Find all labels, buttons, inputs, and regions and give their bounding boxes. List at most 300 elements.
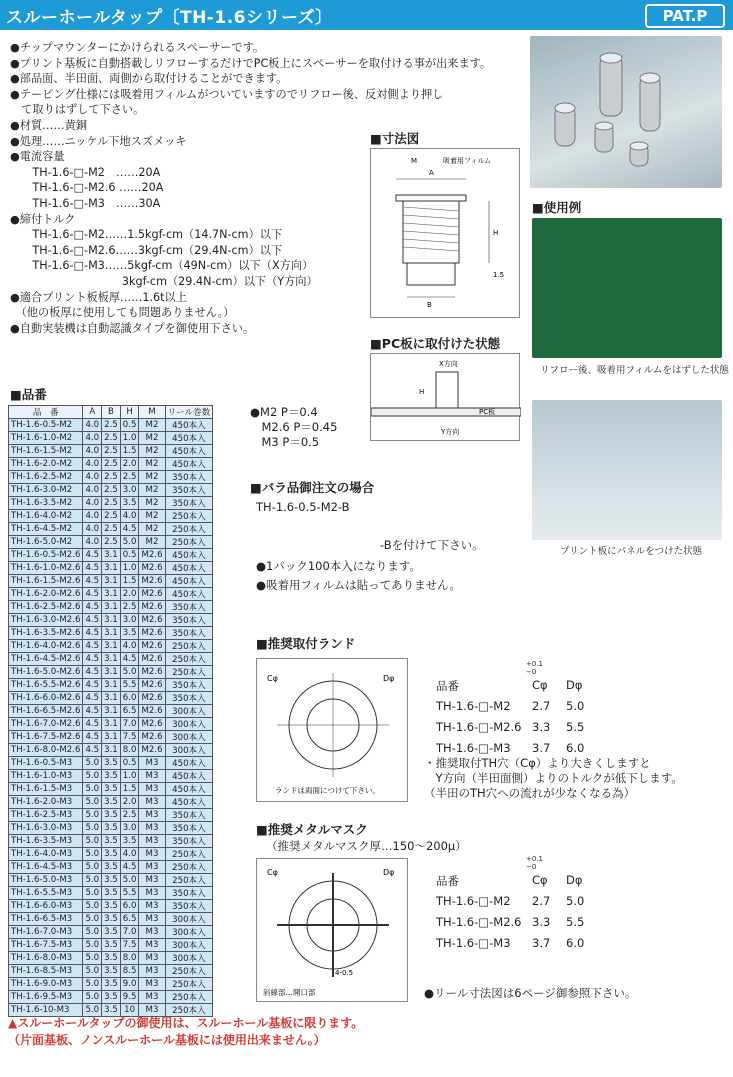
table-cell: 3.5 xyxy=(102,913,121,926)
feature-line: （他の板厚に使用しても問題ありません。） xyxy=(10,306,235,320)
table-cell: 450本入 xyxy=(165,458,213,471)
table-cell: 2.0 xyxy=(120,796,139,809)
table-cell: 2.5 xyxy=(102,510,121,523)
table-cell: 1.5 xyxy=(120,575,139,588)
table-cell: 3.1 xyxy=(102,744,121,757)
feature-line: TH-1.6-□-M3……5kgf-cm（49N-cm）以下（X方向） xyxy=(10,259,314,273)
land-remark-2: Y方向（半田面側）よりのトルクが低下します。 xyxy=(424,771,683,785)
table-cell: TH-1.6-0.5-M2.6 xyxy=(9,549,83,562)
mask-c-label: Cφ xyxy=(267,868,278,877)
table-cell: TH-1.6-4.5-M3 xyxy=(9,861,83,874)
land-row xyxy=(436,699,666,720)
feature-line: ●処理……ニッケル下地スズメッキ xyxy=(10,134,187,148)
table-cell: 300本入 xyxy=(165,718,213,731)
table-row xyxy=(9,692,213,705)
mask-thickness: （推奨メタルマスク厚…150～200μ） xyxy=(266,839,467,853)
table-cell: 5.0 xyxy=(83,952,102,965)
table-cell: TH-1.6-6.5-M3 xyxy=(9,913,83,926)
table-cell: 5.0 xyxy=(83,757,102,770)
pc-x-label: X方向 xyxy=(439,360,458,368)
table-cell: TH-1.6-1.0-M2 xyxy=(9,432,83,445)
land-c-label: Cφ xyxy=(267,674,278,683)
feature-line: ●材質……黄銅 xyxy=(10,118,87,132)
bulk-notes xyxy=(256,557,461,595)
table-cell: M2.6 xyxy=(139,575,165,588)
table-row xyxy=(9,497,213,510)
table-cell: 3.5 xyxy=(102,822,121,835)
dim-m-label: M xyxy=(411,157,418,165)
table-cell: 350本入 xyxy=(165,900,213,913)
table-cell: TH-1.6-2.5-M2.6 xyxy=(9,601,83,614)
table-row xyxy=(9,458,213,471)
table-cell: 350本入 xyxy=(165,471,213,484)
table-cell: 3.5 xyxy=(102,965,121,978)
table-cell: TH-1.6-8.0-M2.6 xyxy=(9,744,83,757)
bulk-note-2: ●吸着用フィルムは貼ってありません。 xyxy=(256,578,461,592)
table-row xyxy=(9,887,213,900)
table-cell: 5.0 xyxy=(83,965,102,978)
table-cell: 6.0 xyxy=(120,900,139,913)
table-cell: 8.0 xyxy=(120,744,139,757)
table-cell: M2 xyxy=(139,484,165,497)
table-cell: 2.5 xyxy=(102,471,121,484)
table-cell: 450本入 xyxy=(165,588,213,601)
mask-row xyxy=(436,894,666,915)
pc-board-label: PC板 xyxy=(479,408,496,416)
table-cell: M2 xyxy=(139,523,165,536)
feature-line: TH-1.6-□-M2 ……20A xyxy=(10,165,161,179)
table-cell: 3.1 xyxy=(102,731,121,744)
table-cell: 350本入 xyxy=(165,887,213,900)
table-cell: 4.0 xyxy=(83,484,102,497)
table-cell: 5.0 xyxy=(83,835,102,848)
table-cell: 5.0 xyxy=(83,926,102,939)
table-cell: 250本入 xyxy=(165,510,213,523)
table-cell: TH-1.6-2.0-M2 xyxy=(9,458,83,471)
table-row xyxy=(9,783,213,796)
bulk-note-1: ●1パック100本入になります。 xyxy=(256,559,421,573)
table-cell: TH-1.6-4.0-M3 xyxy=(9,848,83,861)
table-cell: 7.5 xyxy=(120,731,139,744)
table-cell: 3.5 xyxy=(102,848,121,861)
table-cell: 3.5 xyxy=(102,770,121,783)
table-cell: 450本入 xyxy=(165,549,213,562)
table-cell: TH-1.6-5.0-M2 xyxy=(9,536,83,549)
table-cell: TH-1.6-9.0-M3 xyxy=(9,978,83,991)
table-cell: 4.5 xyxy=(83,627,102,640)
table-row xyxy=(9,731,213,744)
land-cell: Cφ xyxy=(532,678,548,692)
table-row xyxy=(9,471,213,484)
table-cell: 3.5 xyxy=(102,796,121,809)
table-cell: TH-1.6-3.5-M3 xyxy=(9,835,83,848)
table-cell: TH-1.6-5.5-M3 xyxy=(9,887,83,900)
table-cell: 4.5 xyxy=(83,744,102,757)
table-cell: 450本入 xyxy=(165,419,213,432)
table-row xyxy=(9,861,213,874)
table-cell: TH-1.6-5.5-M2.6 xyxy=(9,679,83,692)
table-cell: 4.5 xyxy=(83,562,102,575)
table-cell: TH-1.6-7.5-M3 xyxy=(9,939,83,952)
table-row xyxy=(9,640,213,653)
table-cell: M2 xyxy=(139,458,165,471)
feature-line: ●部品面、半田面、両側から取付けることができます。 xyxy=(10,72,288,86)
land-remark-1: ・推奨取付TH穴（Cφ）より大きくしますと xyxy=(424,756,651,770)
land-note: ランドは両面につけて下さい。 xyxy=(275,786,380,795)
table-cell: 2.5 xyxy=(102,484,121,497)
table-cell: 2.5 xyxy=(120,471,139,484)
table-cell: 300本入 xyxy=(165,913,213,926)
table-cell: 450本入 xyxy=(165,770,213,783)
table-cell: M3 xyxy=(139,874,165,887)
table-cell: 250本入 xyxy=(165,666,213,679)
mask-cell: 2.7 xyxy=(532,894,551,908)
table-cell: M2.6 xyxy=(139,744,165,757)
title-bar xyxy=(0,0,733,30)
table-row xyxy=(9,796,213,809)
dim-15-label: 1.5 xyxy=(493,271,505,279)
table-cell: 3.5 xyxy=(102,783,121,796)
pitch-m2: ●M2 P＝0.4 xyxy=(250,405,318,419)
table-cell: 300本入 xyxy=(165,952,213,965)
table-row xyxy=(9,536,213,549)
land-cell: 3.3 xyxy=(532,720,551,734)
table-row xyxy=(9,978,213,991)
table-cell: 5.0 xyxy=(83,796,102,809)
table-cell: 4.5 xyxy=(83,692,102,705)
table-cell: M2.6 xyxy=(139,614,165,627)
table-cell: M3 xyxy=(139,1004,165,1017)
table-cell: M2 xyxy=(139,510,165,523)
table-cell: M2.6 xyxy=(139,627,165,640)
table-row xyxy=(9,718,213,731)
table-cell: 4.5 xyxy=(120,861,139,874)
table-cell: M2 xyxy=(139,536,165,549)
table-cell: 4.5 xyxy=(83,705,102,718)
table-cell: M2.6 xyxy=(139,705,165,718)
feature-line: 3kgf-cm（29.4N-cm）以下（Y方向） xyxy=(10,274,318,288)
table-cell: 5.0 xyxy=(83,991,102,1004)
table-cell: TH-1.6-1.0-M3 xyxy=(9,770,83,783)
part-number-heading: ■品番 xyxy=(10,387,47,402)
table-cell: M2.6 xyxy=(139,549,165,562)
table-cell: TH-1.6-7.0-M3 xyxy=(9,926,83,939)
table-cell: 5.0 xyxy=(83,874,102,887)
table-cell: TH-1.6-3.0-M3 xyxy=(9,822,83,835)
pitch-m3: M3 P＝0.5 xyxy=(250,435,320,449)
dim-h-label: H xyxy=(493,229,499,237)
land-cell: 6.0 xyxy=(566,741,585,755)
table-row xyxy=(9,822,213,835)
table-row xyxy=(9,575,213,588)
table-row xyxy=(9,627,213,640)
table-cell: 350本入 xyxy=(165,692,213,705)
land-row xyxy=(436,678,666,699)
table-cell: TH-1.6-6.0-M2.6 xyxy=(9,692,83,705)
table-header: B xyxy=(102,406,121,419)
table-cell: M2.6 xyxy=(139,640,165,653)
table-row xyxy=(9,705,213,718)
table-cell: TH-1.6-1.5-M2.6 xyxy=(9,575,83,588)
feature-line: ●プリント基板に自動搭載しリフローするだけでPC板上にスペーサーを取付ける事が出来ます。 xyxy=(10,56,492,70)
table-cell: 300本入 xyxy=(165,744,213,757)
table-cell: 3.5 xyxy=(102,900,121,913)
table-cell: 2.5 xyxy=(120,601,139,614)
table-cell: 4.5 xyxy=(83,601,102,614)
land-cell: TH-1.6-□-M3 xyxy=(436,741,511,755)
table-cell: 3.1 xyxy=(102,666,121,679)
table-header: A xyxy=(83,406,102,419)
land-remarks xyxy=(424,756,683,801)
table-row xyxy=(9,419,213,432)
table-cell: 3.5 xyxy=(102,926,121,939)
table-cell: 5.0 xyxy=(83,861,102,874)
table-cell: TH-1.6-7.0-M2.6 xyxy=(9,718,83,731)
table-cell: 4.0 xyxy=(83,445,102,458)
feature-line: TH-1.6-□-M2……1.5kgf-cm（14.7N-cm）以下 xyxy=(10,228,283,242)
table-row xyxy=(9,679,213,692)
table-cell: TH-1.6-8.5-M3 xyxy=(9,965,83,978)
table-header: H xyxy=(120,406,139,419)
dimension-drawing xyxy=(370,148,520,318)
table-row xyxy=(9,601,213,614)
bulk-code: TH-1.6-0.5-M2-B xyxy=(256,500,350,514)
table-cell: 8.0 xyxy=(120,952,139,965)
table-cell: 1.5 xyxy=(120,445,139,458)
table-cell: TH-1.6-1.5-M3 xyxy=(9,783,83,796)
table-cell: TH-1.6-3.0-M2.6 xyxy=(9,614,83,627)
table-cell: 4.5 xyxy=(83,575,102,588)
usage-heading: ■使用例 xyxy=(532,200,582,215)
table-cell: 250本入 xyxy=(165,1004,213,1017)
table-cell: 7.5 xyxy=(120,939,139,952)
table-cell: M3 xyxy=(139,757,165,770)
table-cell: 3.5 xyxy=(102,874,121,887)
feature-line: ●電流容量 xyxy=(10,150,65,164)
table-cell: TH-1.6-7.5-M2.6 xyxy=(9,731,83,744)
mask-tol-minus: −0 xyxy=(526,863,537,871)
feature-line: て取りはずして下さい。 xyxy=(10,103,145,117)
table-cell: 250本入 xyxy=(165,861,213,874)
table-cell: M2 xyxy=(139,432,165,445)
mask-cell: Cφ xyxy=(532,873,548,887)
table-cell: 3.1 xyxy=(102,627,121,640)
table-cell: M2 xyxy=(139,497,165,510)
table-row xyxy=(9,939,213,952)
table-cell: 5.0 xyxy=(83,783,102,796)
table-cell: 4.0 xyxy=(83,458,102,471)
pc-h-label: H xyxy=(419,388,425,396)
table-cell: M3 xyxy=(139,913,165,926)
usage-photo-pcb xyxy=(532,218,722,358)
table-cell: M2.6 xyxy=(139,666,165,679)
table-cell: TH-1.6-1.5-M2 xyxy=(9,445,83,458)
table-cell: TH-1.6-3.5-M2 xyxy=(9,497,83,510)
feature-line: TH-1.6-□-M2.6……3kgf-cm（29.4N-cm）以下 xyxy=(10,243,283,257)
table-cell: 5.0 xyxy=(83,978,102,991)
table-cell: 3.5 xyxy=(102,978,121,991)
table-cell: TH-1.6-0.5-M2 xyxy=(9,419,83,432)
table-cell: TH-1.6-9.5-M3 xyxy=(9,991,83,1004)
table-cell: 250本入 xyxy=(165,978,213,991)
table-cell: M3 xyxy=(139,796,165,809)
table-cell: 350本入 xyxy=(165,614,213,627)
table-cell: 2.5 xyxy=(102,458,121,471)
mask-cell: TH-1.6-□-M3 xyxy=(436,936,511,950)
table-cell: M2 xyxy=(139,419,165,432)
table-cell: 5.0 xyxy=(83,848,102,861)
table-cell: TH-1.6-2.0-M2.6 xyxy=(9,588,83,601)
table-cell: 450本入 xyxy=(165,757,213,770)
pc-mount-drawing xyxy=(370,353,520,441)
table-cell: 3.1 xyxy=(102,640,121,653)
table-cell: TH-1.6-6.0-M3 xyxy=(9,900,83,913)
land-remark-3: （半田のTH穴への流れが少なくなる為） xyxy=(424,786,636,800)
table-row xyxy=(9,913,213,926)
table-cell: TH-1.6-4.0-M2.6 xyxy=(9,640,83,653)
table-cell: 250本入 xyxy=(165,874,213,887)
footer-note-2: （片面基板、ノンスルーホール基板には使用出来ません。） xyxy=(8,1033,326,1047)
table-cell: 350本入 xyxy=(165,497,213,510)
table-cell: M2.6 xyxy=(139,562,165,575)
dim-film-label: 吸着用フィルム xyxy=(443,157,492,165)
table-cell: 250本入 xyxy=(165,965,213,978)
part-number-table xyxy=(8,405,213,1017)
land-cell: Dφ xyxy=(566,678,583,692)
table-cell: 4.0 xyxy=(83,419,102,432)
table-cell: 4.5 xyxy=(83,614,102,627)
table-row xyxy=(9,770,213,783)
table-cell: 6.5 xyxy=(120,705,139,718)
table-cell: 4.0 xyxy=(83,510,102,523)
table-row xyxy=(9,523,213,536)
table-cell: 3.5 xyxy=(102,887,121,900)
table-row xyxy=(9,757,213,770)
table-cell: 4.0 xyxy=(83,536,102,549)
land-cell: 品番 xyxy=(436,679,459,693)
feature-line: ●適合プリント板板厚……1.6t以上 xyxy=(10,290,187,304)
mask-heading: ■推奨メタルマスク xyxy=(256,822,368,837)
table-row xyxy=(9,952,213,965)
table-cell: 3.5 xyxy=(120,497,139,510)
table-cell: 3.5 xyxy=(102,809,121,822)
table-cell: 250本入 xyxy=(165,536,213,549)
mask-cell: Dφ xyxy=(566,873,583,887)
table-cell: 3.5 xyxy=(102,1004,121,1017)
table-cell: 1.5 xyxy=(120,783,139,796)
mask-cell: TH-1.6-□-M2 xyxy=(436,894,511,908)
table-row xyxy=(9,809,213,822)
table-row xyxy=(9,848,213,861)
land-cell: 5.0 xyxy=(566,699,585,713)
table-row xyxy=(9,432,213,445)
table-cell: 4.0 xyxy=(120,510,139,523)
table-cell: TH-1.6-1.0-M2.6 xyxy=(9,562,83,575)
table-cell: 4.5 xyxy=(83,731,102,744)
table-cell: 5.0 xyxy=(120,666,139,679)
table-cell: 5.0 xyxy=(83,900,102,913)
table-cell: 3.1 xyxy=(102,692,121,705)
table-row xyxy=(9,900,213,913)
usage-caption-1: リフロー後、吸着用フィルムをはずした状態 xyxy=(540,365,729,376)
table-cell: 250本入 xyxy=(165,991,213,1004)
table-cell: 250本入 xyxy=(165,523,213,536)
mask-cell: TH-1.6-□-M2.6 xyxy=(436,915,522,929)
mask-cell: 3.7 xyxy=(532,936,551,950)
table-cell: M3 xyxy=(139,770,165,783)
table-cell: 3.1 xyxy=(102,562,121,575)
table-cell: 450本入 xyxy=(165,783,213,796)
table-cell: M3 xyxy=(139,978,165,991)
table-cell: 2.0 xyxy=(120,458,139,471)
product-photo xyxy=(530,36,722,188)
mask-row xyxy=(436,873,666,894)
mask-tol-plus: +0.1 xyxy=(526,855,543,863)
table-cell: 3.1 xyxy=(102,575,121,588)
mask-cell: 6.0 xyxy=(566,936,585,950)
table-cell: 3.5 xyxy=(102,991,121,1004)
table-cell: M3 xyxy=(139,861,165,874)
page-title: スルーホールタップ〔TH-1.6シリーズ〕 xyxy=(6,8,333,28)
mask-slot-label: 4-0.5 xyxy=(335,969,354,977)
pat-badge: PAT.P xyxy=(645,4,725,28)
table-cell: 5.0 xyxy=(83,770,102,783)
table-row xyxy=(9,484,213,497)
table-cell: TH-1.6-6.5-M2.6 xyxy=(9,705,83,718)
table-cell: 5.0 xyxy=(83,809,102,822)
table-cell: 250本入 xyxy=(165,640,213,653)
table-cell: 0.5 xyxy=(120,757,139,770)
table-cell: 3.1 xyxy=(102,653,121,666)
table-cell: 450本入 xyxy=(165,445,213,458)
land-cell: 5.5 xyxy=(566,720,585,734)
table-cell: 2.5 xyxy=(102,523,121,536)
table-cell: 9.0 xyxy=(120,978,139,991)
table-cell: M2.6 xyxy=(139,653,165,666)
table-cell: 3.5 xyxy=(120,627,139,640)
table-cell: 6.0 xyxy=(120,692,139,705)
table-cell: TH-1.6-8.0-M3 xyxy=(9,952,83,965)
land-d-label: Dφ xyxy=(383,674,395,683)
mask-cell: 3.3 xyxy=(532,915,551,929)
feature-line: ●自動実装機は自動認識タイプを御使用下さい。 xyxy=(10,321,255,335)
table-cell: M3 xyxy=(139,952,165,965)
table-cell: 4.5 xyxy=(120,523,139,536)
table-cell: TH-1.6-0.5-M3 xyxy=(9,757,83,770)
table-cell: 250本入 xyxy=(165,848,213,861)
table-row xyxy=(9,614,213,627)
table-cell: 350本入 xyxy=(165,835,213,848)
mask-d-label: Dφ xyxy=(383,868,395,877)
table-cell: M3 xyxy=(139,848,165,861)
table-cell: 2.5 xyxy=(102,432,121,445)
table-cell: M3 xyxy=(139,887,165,900)
table-cell: 7.0 xyxy=(120,926,139,939)
land-row xyxy=(436,720,666,741)
table-cell: TH-1.6-4.5-M2 xyxy=(9,523,83,536)
table-cell: 3.1 xyxy=(102,549,121,562)
table-cell: 4.0 xyxy=(83,432,102,445)
table-cell: 450本入 xyxy=(165,432,213,445)
land-drawing xyxy=(256,658,408,802)
table-cell: 0.5 xyxy=(120,549,139,562)
table-cell: 3.5 xyxy=(102,939,121,952)
table-row xyxy=(9,510,213,523)
table-cell: 0.5 xyxy=(120,419,139,432)
table-cell: 300本入 xyxy=(165,705,213,718)
table-cell: M3 xyxy=(139,926,165,939)
table-cell: M3 xyxy=(139,835,165,848)
